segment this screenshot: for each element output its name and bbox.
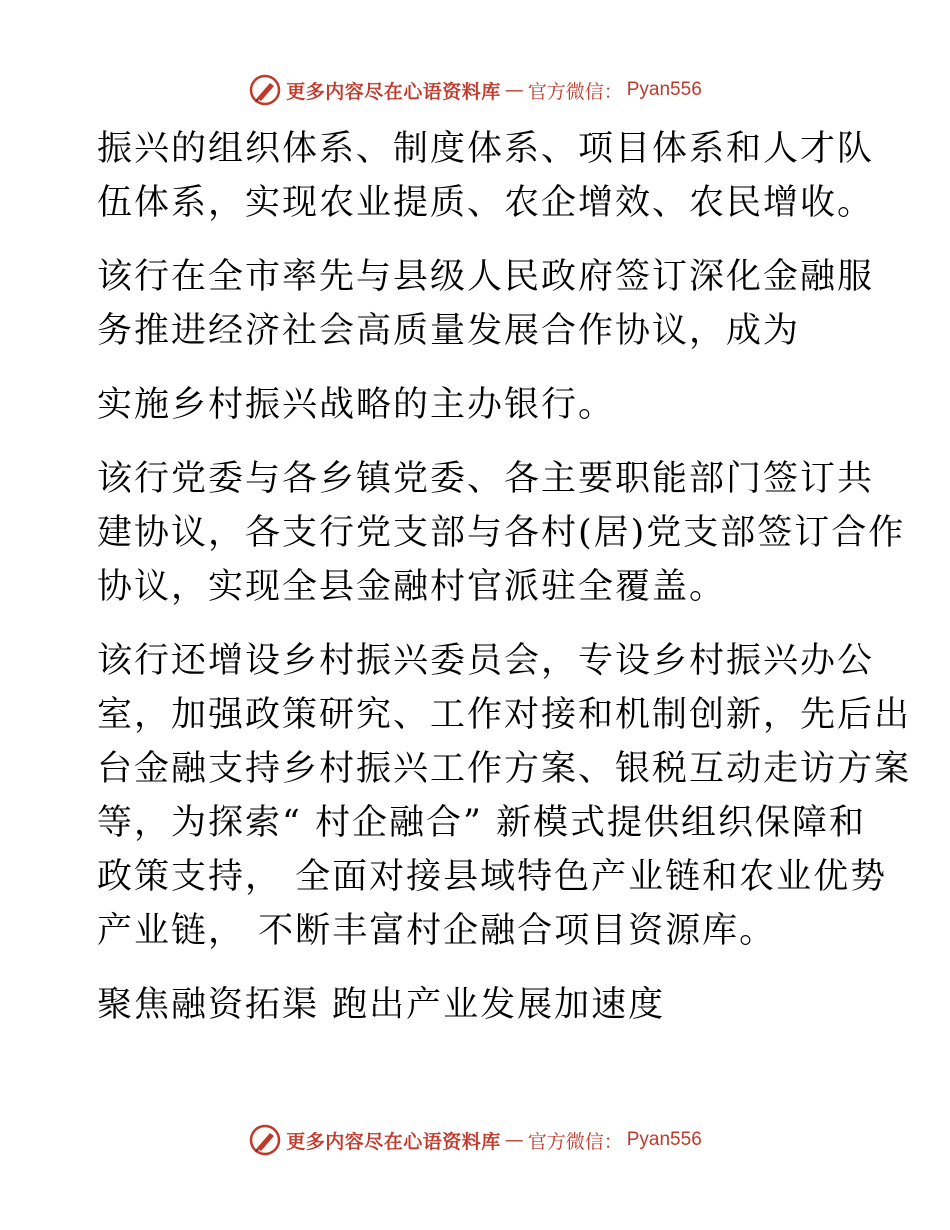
text-line: 政策支持， 全面对接县域特色产业链和农业优势 (97, 857, 888, 897)
text-line: 建协议，各支行党支部与各村(居)党支部签订合作 (97, 513, 906, 553)
section-heading (97, 978, 857, 1032)
watermark-brand: 更多内容尽在心语资料库 (286, 80, 501, 103)
text-line: 该行在全市率先与县级人民政府签订深化金融服 (97, 257, 875, 297)
watermark-wechat-id: Pyan556 (626, 79, 702, 100)
text-line: 等，为探索“ 村企融合” 新模式提供组织保障和 (97, 803, 867, 843)
paragraph (97, 452, 906, 614)
watermark-wechat-id: Pyan556 (626, 1129, 702, 1150)
text-line: 该行还增设乡村振兴委员会，专设乡村振兴办公 (97, 641, 875, 681)
text-line: 聚焦融资拓渠 跑出产业发展加速度 (97, 985, 666, 1025)
watermark-brand: 更多内容尽在心语资料库 (286, 1130, 501, 1153)
text-line: 室，加强政策研究、工作对接和机制创新，先后出 (97, 695, 912, 735)
watermark-dash: — (504, 1129, 524, 1151)
text-line: 产业链， 不断丰富村企融合项目资源库。 (97, 911, 777, 951)
text-line: 务推进经济社会高质量发展合作协议，成为 (97, 311, 801, 351)
header-watermark (0, 70, 950, 110)
watermark-label: 官方微信： (527, 1130, 623, 1153)
paragraph (97, 378, 857, 432)
paragraph (97, 250, 875, 358)
document-body (97, 122, 912, 1052)
footer-watermark (0, 1120, 950, 1160)
pen-logo-icon (248, 73, 282, 107)
paragraph (97, 122, 875, 230)
watermark-label: 官方微信： (527, 80, 623, 103)
paragraph (97, 634, 912, 958)
text-line: 该行党委与各乡镇党委、各主要职能部门签订共 (97, 459, 875, 499)
text-line: 台金融支持乡村振兴工作方案、银税互动走访方案 (97, 749, 912, 789)
text-line: 实施乡村振兴战略的主办银行。 (97, 385, 616, 425)
watermark-dash: — (504, 79, 524, 101)
pen-logo-icon (248, 1123, 282, 1157)
text-line: 协议，实现全县金融村官派驻全覆盖。 (97, 567, 727, 607)
text-line: 振兴的组织体系、制度体系、项目体系和人才队 (97, 129, 875, 169)
text-line: 伍体系，实现农业提质、农企增效、农民增收。 (97, 183, 875, 223)
